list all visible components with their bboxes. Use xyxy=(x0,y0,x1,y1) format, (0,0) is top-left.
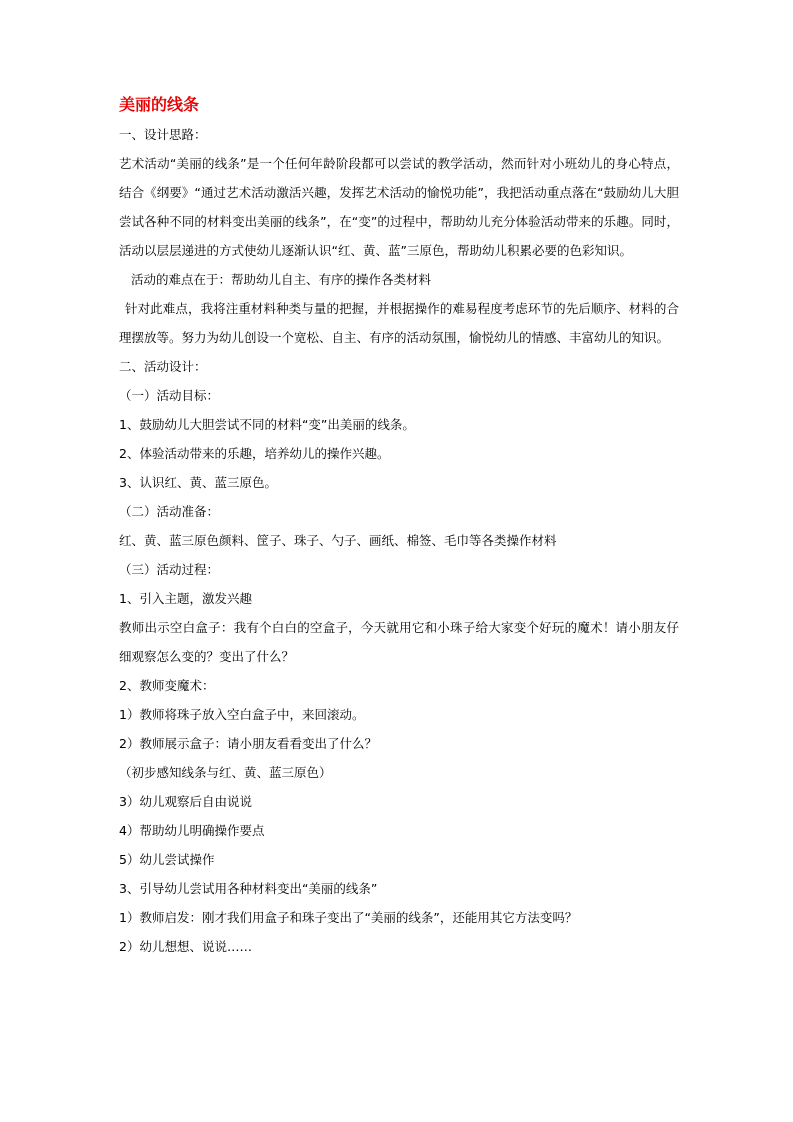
list-item: 1）教师将珠子放入空白盒子中，来回滚动。 xyxy=(119,707,365,722)
section-heading: 一、设计思路： xyxy=(119,127,207,142)
list-item: 2）幼儿想想、说说…… xyxy=(119,939,252,954)
list-item: 1、鼓励幼儿大胆尝试不同的材料“变”出美丽的线条。 xyxy=(119,417,415,432)
paragraph: 红、黄、蓝三原色颜料、筐子、珠子、勺子、画纸、棉签、毛巾等各类操作材料 xyxy=(119,533,557,548)
list-item: 2、体验活动带来的乐趣，培养幼儿的操作兴趣。 xyxy=(119,446,390,461)
list-item: 3、引导幼儿尝试用各种材料变出“美丽的线条” xyxy=(119,881,378,896)
list-item: 1）教师启发：刚才我们用盒子和珠子变出了“美丽的线条”，还能用其它方法变吗？ xyxy=(119,910,578,925)
list-item: 3）幼儿观察后自由说说 xyxy=(119,794,252,809)
list-item: 5）幼儿尝试操作 xyxy=(119,852,215,867)
subsection-heading: （一）活动目标： xyxy=(119,388,220,403)
paragraph: 活动的难点在于：帮助幼儿自主、有序的操作各类材料 xyxy=(131,272,432,287)
document-page xyxy=(119,94,679,961)
paragraph: 教师出示空白盒子：我有个白白的空盒子，今天就用它和小珠子给大家变个好玩的魔术！请小朋友仔细观察怎么变的？变出了什么？ xyxy=(119,620,679,664)
list-item: 2、教师变魔术： xyxy=(119,678,215,693)
list-item: 2）教师展示盒子：请小朋友看看变出了什么？ xyxy=(119,736,377,751)
subsection-heading: （二）活动准备： xyxy=(119,504,220,519)
list-item: 3、认识红、黄、蓝三原色。 xyxy=(119,475,277,490)
list-item: 4）帮助幼儿明确操作要点 xyxy=(119,823,265,838)
paragraph: 艺术活动“美丽的线条”是一个任何年龄阶段都可以尝试的教学活动，然而针对小班幼儿的身心特点，结合《纲要》“通过艺术活动激活兴趣，发挥艺术活动的愉悦功能”，我把活动重点落在“鼓励幼儿大胆尝试各种不同的材料变出美丽的线条”，在“变”的过程中，帮助幼儿充分体验活动带来的乐趣。同时，活动以层层递进的方式使幼儿逐渐认识“红、黄、蓝”三原色，帮助幼儿积累必要的色彩知识。 xyxy=(119,156,679,258)
list-item: 1、引入主题，激发兴趣 xyxy=(119,591,252,606)
note: （初步感知线条与红、黄、蓝三原色） xyxy=(119,765,332,780)
paragraph: 针对此难点，我将注重材料种类与量的把握，并根据操作的难易程度考虑环节的先后顺序、材料的合理摆放等。努力为幼儿创设一个宽松、自主、有序的活动氛围，愉悦幼儿的情感、丰富幼儿的知识。 xyxy=(119,301,679,345)
section-heading: 二、活动设计： xyxy=(119,359,207,374)
subsection-heading: （三）活动过程： xyxy=(119,562,220,577)
document-title: 美丽的线条 xyxy=(119,95,200,114)
